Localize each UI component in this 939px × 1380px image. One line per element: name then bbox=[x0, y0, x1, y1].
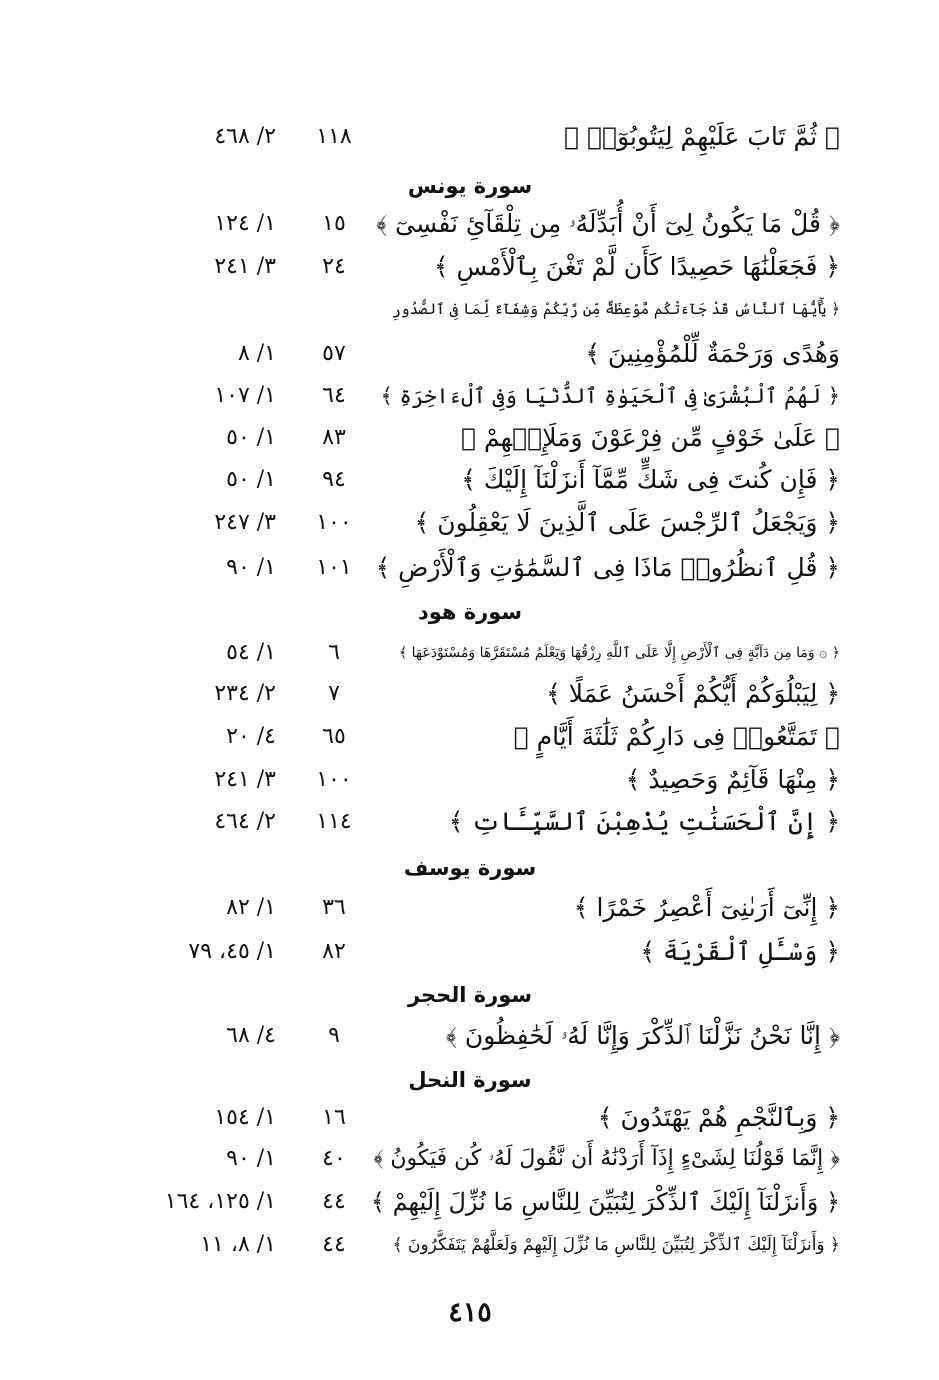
volume-page-reference: ٣/ ٢٤١ bbox=[214, 254, 276, 279]
volume-page-reference: ١/ ٨٢ bbox=[226, 895, 276, 920]
verse-number: ٤٤ bbox=[322, 1232, 346, 1257]
index-row bbox=[140, 760, 840, 800]
verse-text: ﴿ إِنِّىٓ أَرَىٰنِىٓ أَعْصِرُ خَمْرًا ﴾ bbox=[573, 893, 840, 922]
verse-text: ﴿ قُلْ مَا يَكُونُ لِىٓ أَنْ أُبَدِّلَهُۥ مِن تِلْقَآئِ نَفْسِىٓ ﴾ bbox=[376, 209, 840, 238]
volume-page-reference: ١/ ٨، ١١ bbox=[200, 1232, 276, 1257]
verse-text: ﴿ وَسْـَٔلِ ٱلْقَرْيَةَ ﴾ bbox=[640, 937, 840, 966]
verse-text: ﴿ وَبِٱلنَّجْمِ هُمْ يَهْتَدُونَ ﴾ bbox=[597, 1103, 840, 1132]
volume-page-reference: ١/ ٥٠ bbox=[226, 467, 276, 492]
surah-heading: سورة الحجر bbox=[407, 983, 533, 1007]
verse-number: ٦٥ bbox=[322, 724, 346, 749]
index-row bbox=[140, 717, 840, 757]
volume-page-reference: ١/ ٩٠ bbox=[226, 1146, 276, 1171]
verse-number: ٤٤ bbox=[322, 1189, 346, 1214]
volume-page-reference: ١/ ١٢٤ bbox=[214, 211, 276, 236]
page-number: ٤١٥ bbox=[448, 1297, 492, 1328]
volume-page-reference: ٢/ ٤٦٤ bbox=[214, 809, 276, 834]
index-row bbox=[140, 888, 840, 928]
verse-number: ٨٢ bbox=[322, 939, 346, 964]
index-row bbox=[140, 1139, 840, 1179]
surah-heading: سورة النحل bbox=[408, 1068, 532, 1092]
volume-page-reference: ٢/ ٢٣٤ bbox=[214, 681, 276, 706]
index-row bbox=[140, 117, 840, 157]
verse-number: ١٥ bbox=[322, 211, 346, 236]
index-row bbox=[140, 204, 840, 244]
index-row bbox=[140, 503, 840, 543]
volume-page-reference: ٣/ ٢٤٧ bbox=[214, 510, 276, 535]
index-row bbox=[140, 674, 840, 714]
surah-heading: سورة يوسف bbox=[403, 856, 537, 880]
verse-number: ١٠٠ bbox=[316, 510, 352, 535]
index-row bbox=[140, 247, 840, 287]
verse-text: ﴿ إِنَّا نَحْنُ نَزَّلْنَا ٱلذِّكْرَ وَإِنَّا لَهُۥ لَحَٰفِظُونَ ﴾ bbox=[445, 1021, 840, 1050]
volume-page-reference: ١/ ٥٠ bbox=[226, 425, 276, 450]
index-row bbox=[140, 334, 840, 374]
volume-page-reference: ٢/ ٤٦٨ bbox=[214, 124, 276, 149]
index-row bbox=[140, 1225, 840, 1265]
index-row bbox=[140, 802, 840, 842]
volume-page-reference: ١/ ١٠٧ bbox=[214, 383, 276, 408]
index-row bbox=[140, 418, 840, 458]
verse-number: ٥٧ bbox=[322, 341, 346, 366]
volume-page-reference: ٤/ ٦٨ bbox=[226, 1023, 276, 1048]
verse-text: ﴿ مِنْهَا قَآئِمٌ وَحَصِيدٌ ﴾ bbox=[625, 765, 840, 794]
index-row bbox=[140, 932, 840, 972]
verse-text: وَهُدًى وَرَحْمَةٌ لِّلْمُؤْمِنِينَ ﴾ bbox=[585, 339, 840, 368]
verse-number: ١٠١ bbox=[316, 555, 352, 580]
volume-page-reference: ١/ ١٢٥، ١٦٤ bbox=[164, 1189, 276, 1214]
verse-text: ﴿ وَيَجْعَلُ ٱلرِّجْسَ عَلَى ٱلَّذِينَ لَا يَعْقِلُونَ ﴾ bbox=[414, 508, 840, 537]
verse-text: ﴿ فَإِن كُنتَ فِى شَكٍّ مِّمَّآ أَنزَلْنَآ إِلَيْكَ ﴾ bbox=[461, 465, 840, 494]
verse-text: ﴿ ۞ وَمَا مِن دَآبَّةٍ فِى ٱلْأَرْضِ إِلَّا عَلَى ٱللَّهِ رِزْقُهَا وَيَعْلَمُ مُسْتَقَرَّهَا وَمُسْتَوْدَعَهَا ﴾ bbox=[399, 645, 840, 661]
verse-number: ٦٤ bbox=[322, 383, 346, 408]
verse-number: ٢٤ bbox=[322, 254, 346, 279]
verse-text: ﴿ وَأَنزَلْنَآ إِلَيْكَ ٱلذِّكْرَ لِتُبَيِّنَ لِلنَّاسِ مَا نُزِّلَ إِلَيْهِمْ وَلَعَلَّهُمْ يَتَفَكَّرُونَ ﴾ bbox=[392, 1235, 840, 1255]
verse-number: ٩٤ bbox=[322, 467, 346, 492]
index-row bbox=[140, 289, 840, 329]
index-row bbox=[140, 376, 840, 416]
volume-page-reference: ١/ ٩٠ bbox=[226, 555, 276, 580]
verse-number: ١٠٠ bbox=[316, 767, 352, 792]
verse-number: ١١٤ bbox=[316, 809, 352, 834]
verse-text: ﴿ لِيَبْلُوَكُمْ أَيُّكُمْ أَحْسَنُ عَمَلًا ﴾ bbox=[546, 679, 840, 708]
volume-page-reference: ٤/ ٢٠ bbox=[226, 724, 276, 749]
verse-number: ٣٦ bbox=[322, 895, 346, 920]
index-row bbox=[140, 1016, 840, 1056]
verse-number: ٩ bbox=[328, 1023, 340, 1048]
surah-heading: سورة هود bbox=[417, 600, 523, 624]
verse-number: ٧ bbox=[328, 681, 340, 706]
volume-page-reference: ٣/ ٢٤١ bbox=[214, 767, 276, 792]
verse-text: ﴿ إِنَّمَا قَوْلُنَا لِشَىْءٍ إِذَآ أَرَدْنَٰهُ أَن نَّقُولَ لَهُۥ كُن فَيَكُونُ ﴾ bbox=[373, 1146, 840, 1171]
index-row bbox=[140, 460, 840, 500]
verse-text: ﴿ وَأَنزَلْنَآ إِلَيْكَ ٱلذِّكْرَ لِتُبَيِّنَ لِلنَّاسِ مَا نُزِّلَ إِلَيْهِمْ ﴾ bbox=[370, 1188, 840, 1216]
verse-text: ﴿ قُلِ ٱنظُرُوا۟ مَاذَا فِى ٱلسَّمَٰوَٰتِ وَٱلْأَرْضِ ﴾ bbox=[375, 553, 840, 582]
volume-page-reference: ١/ ١٥٤ bbox=[214, 1105, 276, 1130]
verse-number: ١١٨ bbox=[316, 124, 352, 149]
index-row bbox=[140, 633, 840, 673]
verse-number: ١٦ bbox=[322, 1105, 346, 1130]
verse-number: ٨٣ bbox=[322, 425, 346, 450]
verse-text: ﴿ فَجَعَلْنَٰهَا حَصِيدًا كَأَن لَّمْ تَغْنَ بِٱلْأَمْسِ ﴾ bbox=[433, 252, 840, 281]
verse-text: ﴿ تَمَتَّعُوا۟ فِى دَارِكُمْ ثَلَٰثَةَ أَيَّامٍ ﴾ bbox=[513, 722, 840, 751]
verse-text: ﴿ لَهُمُ ٱلْبُشْرَىٰ فِى ٱلْحَيَوٰةِ ٱلدُّنْيَا وَفِى ٱلْءَاخِرَةِ ﴾ bbox=[380, 384, 840, 408]
surah-heading: سورة يونس bbox=[407, 174, 533, 198]
volume-page-reference: ١/ ٥٤ bbox=[226, 640, 276, 665]
verse-text: ﴿ إِنَّ ٱلْحَسَنَٰتِ يُذْهِبْنَ ٱلسَّيِّـَٔاتِ ﴾ bbox=[448, 807, 840, 836]
index-row bbox=[140, 548, 840, 588]
index-row bbox=[140, 1098, 840, 1138]
index-row bbox=[140, 1182, 840, 1222]
verse-number: ٤٠ bbox=[322, 1146, 346, 1171]
verse-text: ﴿ يَٰٓأَيُّهَا ٱلنَّاسُ قَدْ جَآءَتْكُم مَّوْعِظَةٌ مِّن رَّبِّكُمْ وَشِفَآءٌ لِّمَا فِى ٱلصُّدُورِ bbox=[392, 300, 840, 318]
verse-text: ﴿ ثُمَّ تَابَ عَلَيْهِمْ لِيَتُوبُوٓا۟ ﴾ bbox=[564, 122, 840, 151]
volume-page-reference: ١/ ٨ bbox=[237, 341, 276, 366]
verse-text: ﴿ عَلَىٰ خَوْفٍ مِّن فِرْعَوْنَ وَمَلَإِي۟هِمْ ﴾ bbox=[461, 423, 840, 452]
volume-page-reference: ١/ ٤٥، ٧٩ bbox=[188, 939, 276, 964]
verse-number: ٦ bbox=[328, 640, 340, 665]
